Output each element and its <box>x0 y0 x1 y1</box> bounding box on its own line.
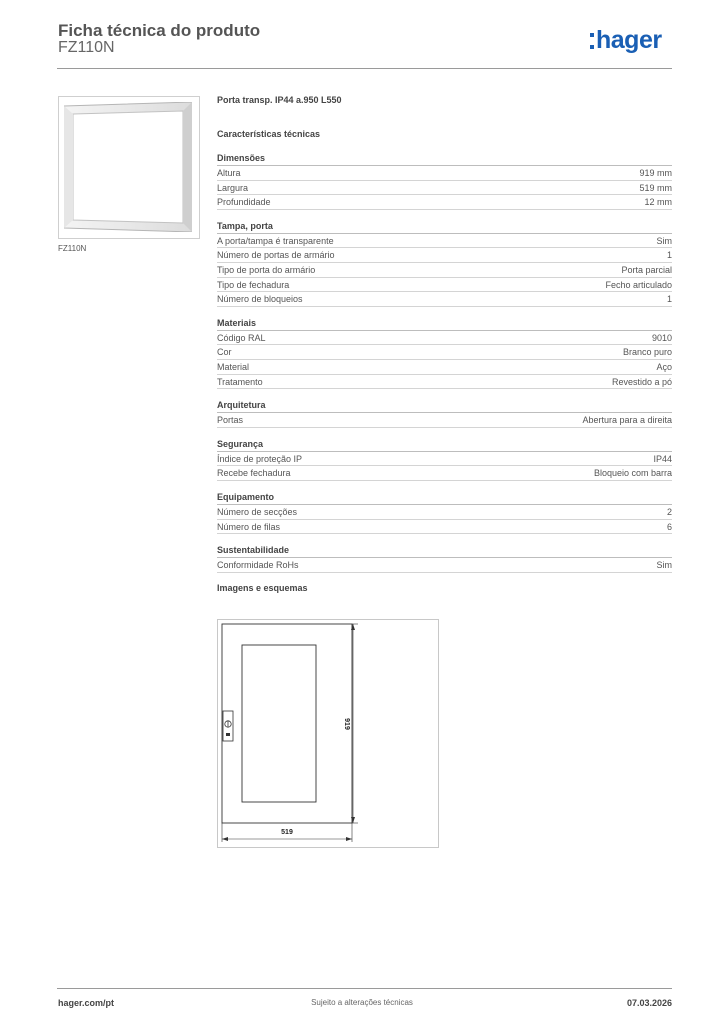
section-title: Equipamento <box>217 491 672 505</box>
spec-label: Código RAL <box>217 332 266 343</box>
spec-value: Aço <box>656 361 672 372</box>
spec-value: 1 <box>666 250 672 261</box>
spec-value: 6 <box>666 521 672 532</box>
spec-label: Cor <box>217 347 232 358</box>
spec-row <box>217 166 672 181</box>
footer-notice: Sujeito a alterações técnicas <box>311 998 413 1007</box>
spec-value: Revestido a pó <box>611 376 672 387</box>
spec-value: Abertura para a direita <box>582 415 672 426</box>
spec-value: Branco puro <box>622 347 672 358</box>
section-title: Materiais <box>217 317 672 331</box>
footer-website[interactable]: hager.com/pt <box>58 998 115 1008</box>
technical-heading: Características técnicas <box>217 129 321 139</box>
spec-label: Largura <box>217 182 249 193</box>
spec-row <box>217 466 672 481</box>
spec-label: Tratamento <box>217 376 263 387</box>
section-title: Tampa, porta <box>217 220 672 234</box>
spec-row <box>217 375 672 390</box>
spec-row <box>217 181 672 196</box>
section-equipment <box>217 491 672 534</box>
glass-panel <box>242 645 316 802</box>
hager-logo <box>590 26 662 56</box>
section-security <box>217 438 672 481</box>
spec-value: 2 <box>666 506 672 517</box>
width-dimension-label: 519 <box>281 829 293 836</box>
section-materials <box>217 317 672 389</box>
spec-value: 1 <box>666 294 672 305</box>
spec-label: Tipo de fechadura <box>217 279 290 290</box>
spec-row <box>217 413 672 428</box>
spec-row <box>217 345 672 360</box>
spec-value: Porta parcial <box>621 264 672 275</box>
spec-value: 519 mm <box>639 182 672 193</box>
spec-row <box>217 263 672 278</box>
spec-row <box>217 558 672 573</box>
spec-label: Altura <box>217 168 241 178</box>
spec-label: Material <box>217 361 250 372</box>
spec-value: Sim <box>656 560 672 571</box>
spec-label: Profundidade <box>217 197 271 208</box>
spec-row <box>217 452 672 467</box>
spec-row <box>217 331 672 346</box>
spec-row <box>217 292 672 307</box>
spec-label: A porta/tampa é transparente <box>217 235 334 246</box>
spec-label: Portas <box>217 415 244 426</box>
spec-row <box>217 248 672 263</box>
spec-value: Bloqueio com barra <box>593 468 672 479</box>
product-code: FZ110N <box>58 39 115 56</box>
footer-date: 07.03.2026 <box>626 998 672 1008</box>
section-title: Segurança <box>217 438 672 452</box>
spec-label: Conformidade RoHs <box>217 560 299 571</box>
spec-label: Índice de proteção IP <box>217 453 303 464</box>
spec-value: 9010 <box>651 332 672 343</box>
spec-value: Sim <box>656 235 672 246</box>
section-architecture <box>217 399 672 428</box>
logo-colon-icon <box>590 33 594 49</box>
spec-label: Número de bloqueios <box>217 294 303 305</box>
spec-row <box>217 505 672 520</box>
spec-value: Fecho articulado <box>605 279 672 290</box>
product-name: Porta transp. IP44 a.950 L550 <box>217 95 342 105</box>
technical-content <box>217 95 672 595</box>
spec-value: IP44 <box>653 453 672 464</box>
door-dimension-drawing <box>218 620 440 849</box>
section-title: Arquitetura <box>217 399 672 413</box>
spec-row <box>217 195 672 210</box>
height-dimension-label: 919 <box>343 718 350 730</box>
spec-row <box>217 278 672 293</box>
section-title: Sustentabilidade <box>217 544 672 558</box>
spec-label: Recebe fechadura <box>217 468 291 479</box>
section-title: Dimensões <box>217 152 672 166</box>
spec-label: Número de filas <box>217 521 281 532</box>
page-title: Ficha técnica do produto <box>58 21 261 40</box>
technical-drawing <box>217 619 439 848</box>
spec-label: Número de portas de armário <box>217 250 335 261</box>
section-dimensions <box>217 152 672 210</box>
logo-text: hager <box>596 26 662 54</box>
images-heading: Imagens e esquemas <box>217 582 308 593</box>
footer-divider <box>57 988 672 989</box>
door-frame-icon <box>64 102 192 232</box>
spec-value: 919 mm <box>639 168 672 178</box>
spec-label: Número de secções <box>217 506 298 517</box>
product-thumbnail <box>58 96 200 239</box>
spec-row <box>217 234 672 249</box>
thumbnail-caption: FZ110N <box>58 244 87 253</box>
spec-row <box>217 520 672 535</box>
spec-value: 12 mm <box>644 197 672 208</box>
spec-row <box>217 360 672 375</box>
header-divider <box>57 68 672 69</box>
section-cover-door <box>217 220 672 307</box>
spec-label: Tipo de porta do armário <box>217 264 316 275</box>
section-sustainability <box>217 544 672 573</box>
